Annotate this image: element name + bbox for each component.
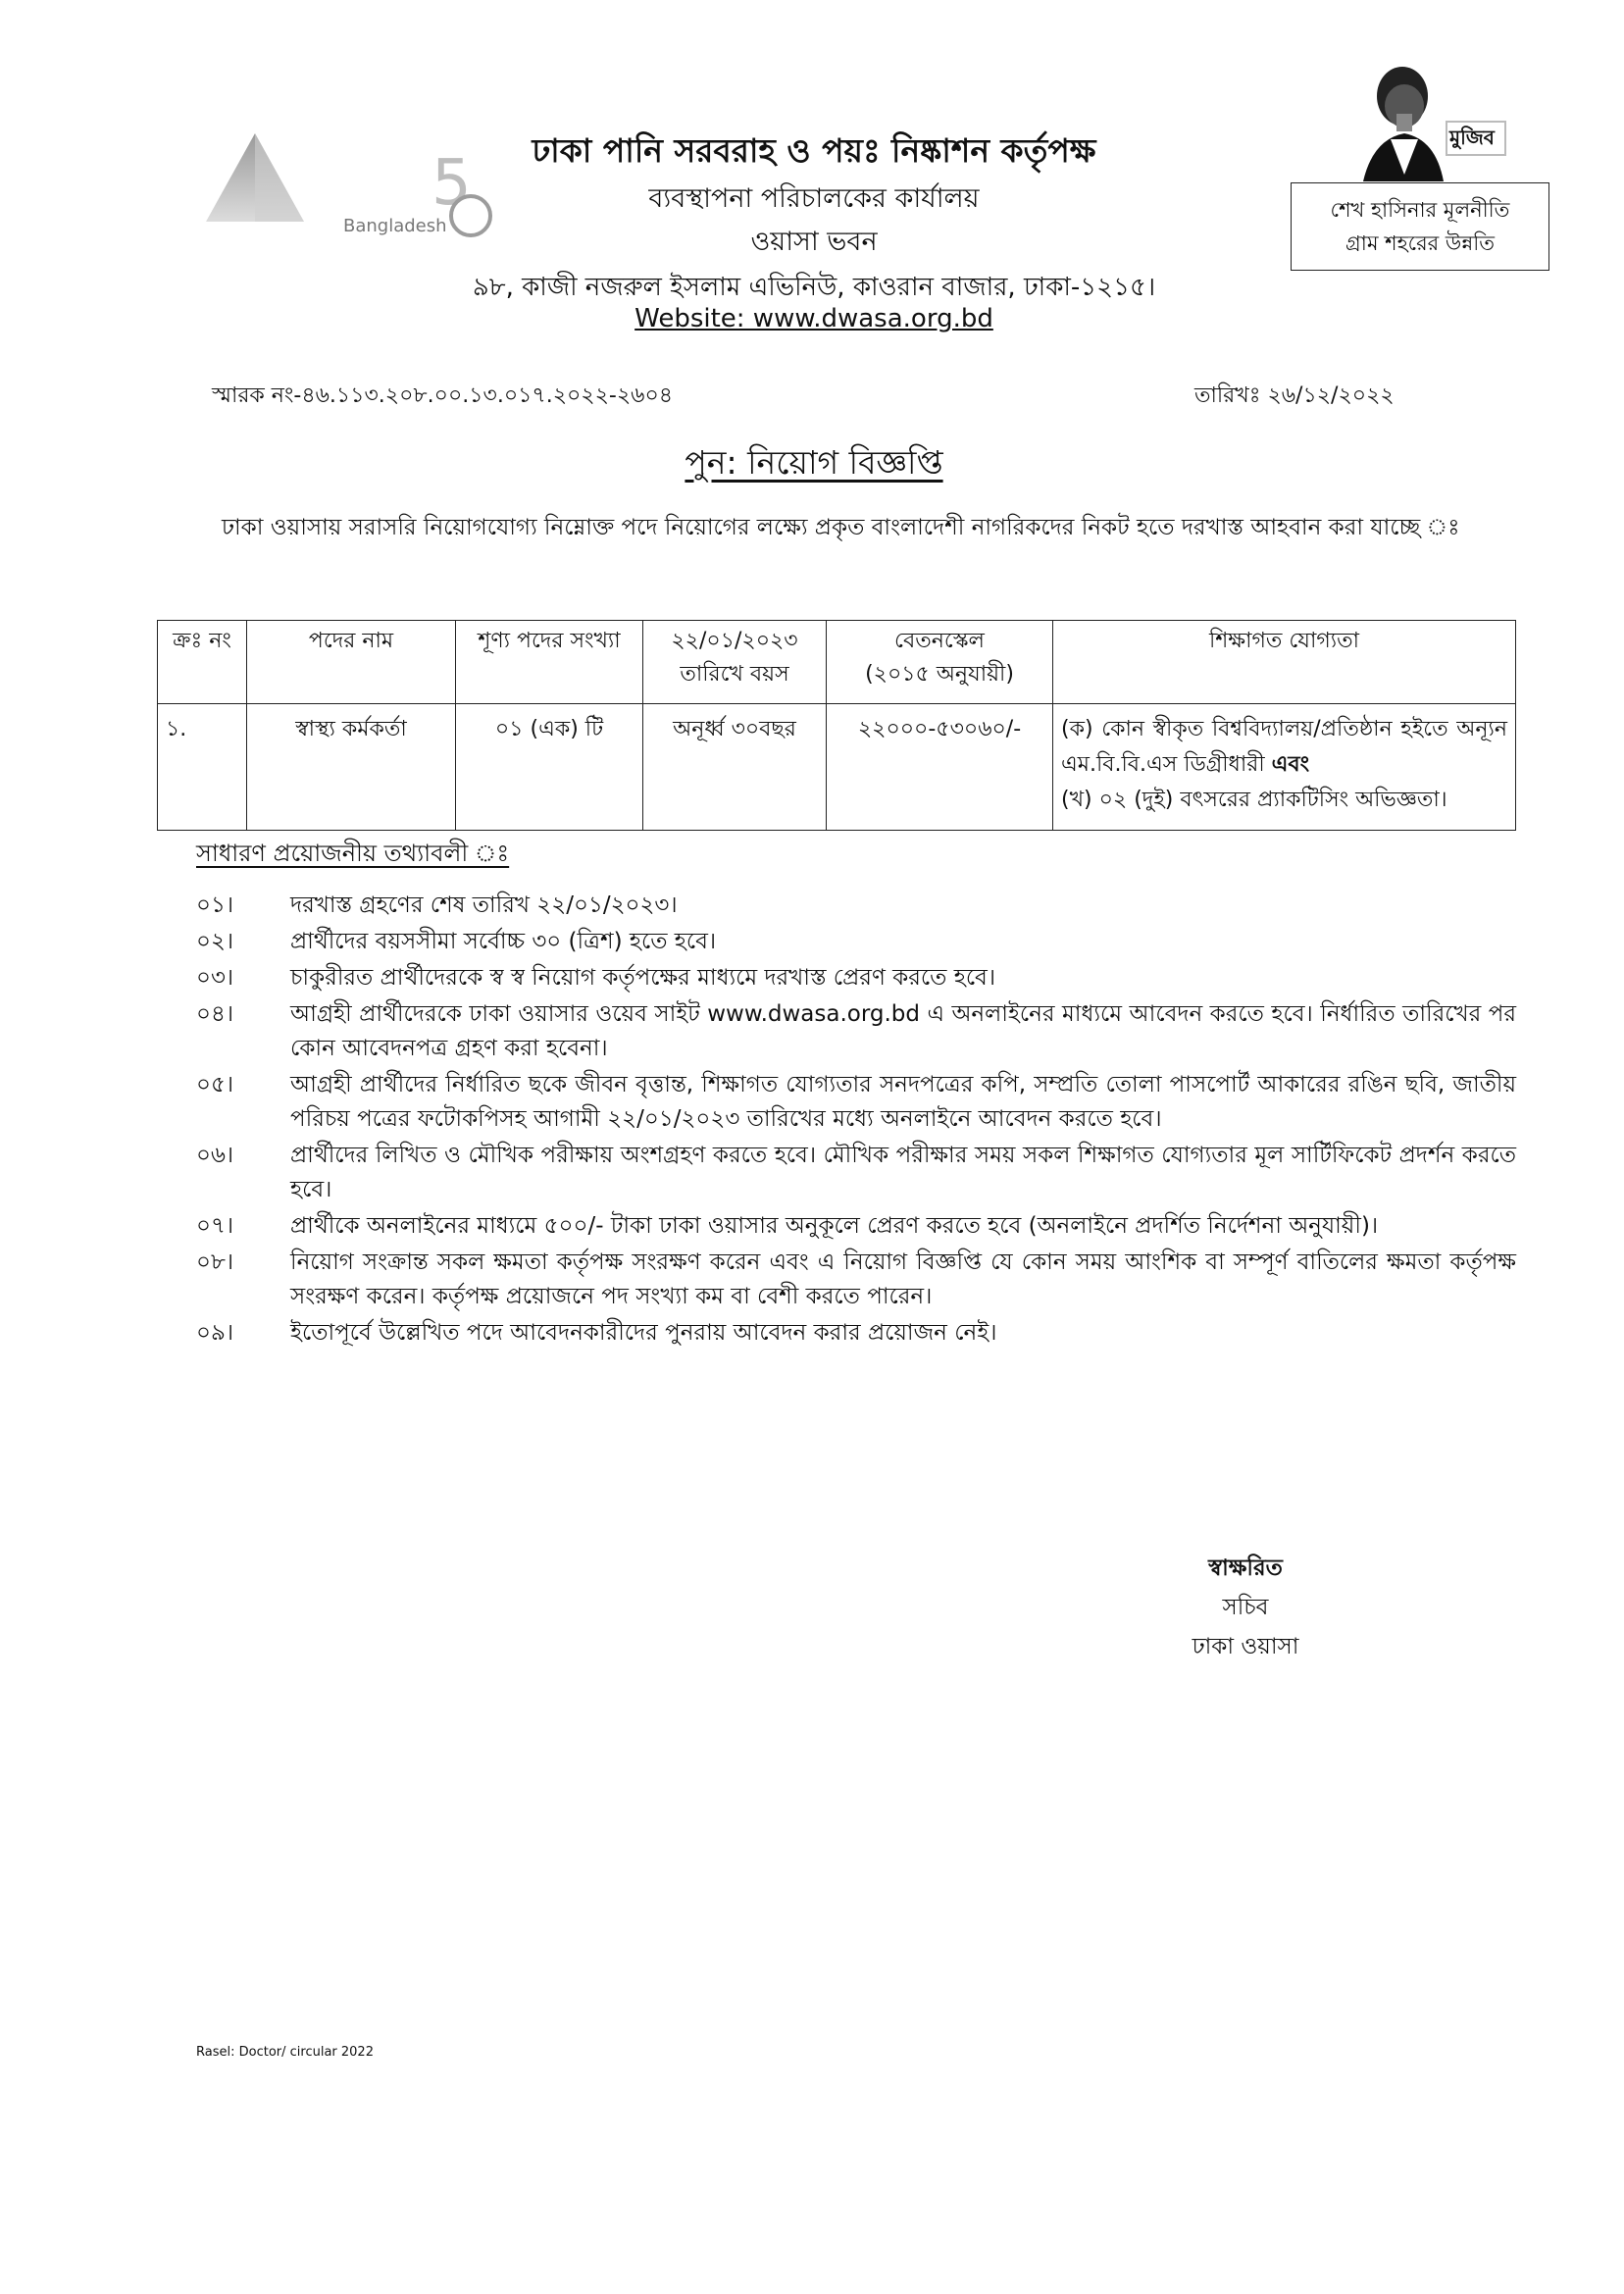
org-name: ঢাকা পানি সরবরাহ ও পয়ঃ নিষ্কাশন কর্তৃপক্ষ — [532, 131, 1096, 170]
header-sl: ক্রঃ নং — [158, 621, 247, 704]
list-item — [196, 1246, 1516, 1314]
bangladesh-logo-text: Bangladesh — [343, 216, 447, 236]
header-post: পদের নাম — [247, 621, 456, 704]
address: ৯৮, কাজী নজরুল ইসলাম এভিনিউ, কাওরান বাজার, ঢাকা-১২১৫। — [472, 273, 1156, 302]
item-number: ০১। — [196, 892, 234, 918]
svg-text:5: 5 — [431, 147, 472, 220]
list-item — [196, 925, 1516, 959]
item-number: ০৪। — [196, 1001, 234, 1027]
intro-paragraph: ঢাকা ওয়াসায় সরাসরি নিয়োগযোগ্য নিম্নোক্ত পদে নিয়োগের লক্ষ্যে প্রকৃত বাংলাদেশী নাগরিকদের নিকট হতে দরখাস্ত আহবান করা যাচ্ছে ঃ — [222, 515, 1460, 540]
cell-age: অনূর্ধ্ব ৩০বছর — [643, 704, 827, 831]
qualification-and: এবং — [1271, 752, 1310, 777]
cell-sl: ১. — [158, 704, 247, 831]
list-item — [196, 889, 1516, 923]
item-number: ০৭। — [196, 1213, 234, 1239]
cell-vacancies: ০১ (এক) টি — [456, 704, 643, 831]
item-number: ০৩। — [196, 965, 234, 991]
notice-title — [392, 437, 1236, 492]
header-age-line-1: ২২/০১/২০২৩ — [671, 629, 798, 653]
memo-number: স্মারক নং-৪৬.১১৩.২০৮.০০.১৩.০১৭.২০২২-২৬০৪ — [212, 383, 674, 408]
list-item — [196, 1209, 1516, 1244]
item-text: চাকুরীরত প্রার্থীদেরকে স্ব স্ব নিয়োগ কর্তৃপক্ষের মাধ্যমে দরখাস্ত প্রেরণ করতে হবে। — [290, 965, 996, 991]
item-text: ইতোপূর্বে উল্লেখিত পদে আবেদনকারীদের পুনরায় আবেদন করার প্রয়োজন নেই। — [290, 1320, 997, 1346]
signed-label: স্বাক্ষরিত — [1208, 1555, 1283, 1581]
office-name: ব্যবস্থাপনা পরিচালকের কার্যালয় — [648, 183, 980, 214]
header-vacancies: শূণ্য পদের সংখ্যা — [456, 621, 643, 704]
item-number: ০২। — [196, 929, 234, 954]
cell-post: স্বাস্থ্য কর্মকর্তা — [247, 704, 456, 831]
list-item — [196, 961, 1516, 995]
notice-date: তারিখঃ ২৬/১২/২০২২ — [1194, 383, 1395, 408]
signatory-organization: ঢাকা ওয়াসা — [1192, 1634, 1299, 1659]
list-item — [196, 1316, 1516, 1351]
item-text: আগ্রহী প্রার্থীদেরকে ঢাকা ওয়াসার ওয়েব সাইট www.dwasa.org.bd এ অনলাইনের মাধ্যমে আবেদন করতে হবে। নির্ধারিত তারিখের পর কোন আবেদনপত্র গ্রহণ করা হবেনা। — [290, 1001, 1516, 1061]
table-header-row — [158, 621, 1516, 704]
header-age-line-2: তারিখে বয়স — [680, 662, 789, 687]
motto-line-2: গ্রাম শহরের উন্নতি — [1345, 231, 1495, 255]
header-pay — [827, 621, 1053, 704]
notice-title-text: পুন: নিয়োগ বিজ্ঞপ্তি — [685, 443, 943, 482]
mujib-portrait-logo — [1334, 59, 1515, 181]
footer-note: Rasel: Doctor/ circular 2022 — [196, 2045, 374, 2060]
item-number: ০৮। — [196, 1249, 234, 1275]
header-age — [643, 621, 827, 704]
header-pay-line-2: (২০১৫ অনুযায়ী) — [865, 662, 1014, 687]
building-name: ওয়াসা ভবন — [750, 227, 878, 257]
signatory-designation: সচিব — [1222, 1595, 1269, 1620]
item-text: আগ্রহী প্রার্থীদের নির্ধারিত ছকে জীবন বৃত্তান্ত, শিক্ষাগত যোগ্যতার সনদপত্রের কপি, সম্প্রতি তোলা পাসপোর্ট আকারের রঙিন ছবি, জাতীয় পরিচয় পত্রের ফটোকপিসহ আগামী ২২/০১/২০২৩ তারিখের মধ্যে অনলাইনে আবেদন করতে হবে। — [290, 1072, 1516, 1132]
general-info-list — [196, 889, 1516, 1352]
motto-line-1: শেখ হাসিনার মূলনীতি — [1330, 198, 1510, 222]
mujib-logo-text: মুজিব — [1449, 126, 1495, 149]
header-pay-line-1: বেতনস্কেল — [894, 629, 985, 653]
item-number: ০৫। — [196, 1072, 234, 1097]
item-text: নিয়োগ সংক্রান্ত সকল ক্ষমতা কর্তৃপক্ষ সংরক্ষণ করেন এবং এ নিয়োগ বিজ্ঞপ্তি যে কোন সময় আংশিক বা সম্পূর্ণ বাতিলের ক্ষমতা কর্তৃপক্ষ সংরক্ষণ করেন। কর্তৃপক্ষ প্রয়োজনে পদ সংখ্যা কম বা বেশী করতে পারেন। — [290, 1249, 1516, 1309]
motto-box — [1291, 182, 1549, 271]
item-number: ০৬। — [196, 1143, 234, 1168]
vacancy-table — [157, 620, 1516, 831]
list-item — [196, 997, 1516, 1066]
list-item — [196, 1139, 1516, 1207]
qualification-b: (খ) ০২ (দুই) বৎসরের প্র্যাকটিসিং অভিজ্ঞতা। — [1061, 788, 1447, 812]
table-row — [158, 704, 1516, 831]
qualification-a: (ক) কোন স্বীকৃত বিশ্ববিদ্যালয়/প্রতিষ্ঠান হইতে অন্যূন এম.বি.বি.এস ডিগ্রীধারী — [1061, 717, 1507, 777]
list-item — [196, 1068, 1516, 1137]
header-qualification: শিক্ষাগত যোগ্যতা — [1053, 621, 1516, 704]
item-text: প্রার্থীদের বয়সসীমা সর্বোচ্চ ৩০ (ত্রিশ) হতে হবে। — [290, 929, 717, 954]
website-link[interactable]: Website: www.dwasa.org.bd — [634, 304, 993, 333]
item-text: প্রার্থীদের লিখিত ও মৌখিক পরীক্ষায় অংশগ্রহণ করতে হবে। মৌখিক পরীক্ষার সময় সকল শিক্ষাগত যোগ্যতার মূল সার্টিফিকেট প্রদর্শন করতে হবে। — [290, 1143, 1516, 1202]
general-info-heading: সাধারণ প্রয়োজনীয় তথ্যাবলী ঃ — [196, 840, 510, 867]
item-text: দরখাস্ত গ্রহণের শেষ তারিখ ২২/০১/২০২৩। — [290, 892, 678, 918]
item-text: প্রার্থীকে অনলাইনের মাধ্যমে ৫০০/- টাকা ঢাকা ওয়াসার অনুকূলে প্রেরণ করতে হবে (অনলাইনে প্রদর্শিত নির্দেশনা অনুযায়ী)। — [290, 1213, 1379, 1239]
cell-pay: ২২০০০-৫৩০৬০/- — [827, 704, 1053, 831]
item-number: ০৯। — [196, 1320, 234, 1346]
cell-qualification — [1053, 704, 1516, 831]
